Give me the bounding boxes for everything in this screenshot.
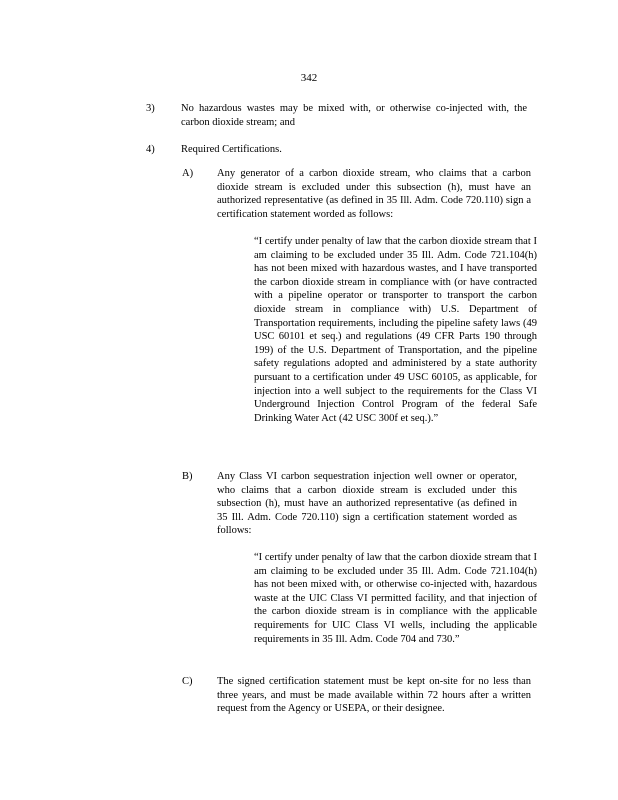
- item-c-text: The signed certification statement must be kept on-site for no less than three years, and must be made available within 72 hours after a written request from the Agency or USEPA, or their designee.: [217, 676, 531, 715]
- item-b-label: B): [182, 471, 193, 482]
- item-3-label: 3): [146, 103, 155, 114]
- item-4-text: Required Certifications.: [181, 144, 282, 155]
- item-a-label: A): [182, 168, 194, 179]
- item-a-quote: “I certify under penalty of law that the carbon dioxide stream that I am claiming to be excluded under 35 Ill. Adm. Code 721.104(h) has not been mixed with hazardous wastes, and I have transported the carbon dioxide stream in compliance with (or have contracted with a pipeline operator or transporter to transport the carbon dioxide stream in compliance with) U.S. Department of Transportation requirements, including the pipeline safety laws (49 USC 60101 et seq.) and regulations (49 CFR Parts 190 through 199) of the U.S. Department of Transportation, and the pipeline safety regulations adopted and administered by a state authority pursuant to a certification under 49 USC 60105, as applicable, for injection into a well subject to the requirements for the Class VI Underground Injection Control Program of the federal Safe Drinking Water Act (42 USC 300f et seq.).”: [254, 236, 537, 424]
- item-b-text: Any Class VI carbon sequestration injection well owner or operator, who claims that a carbon dioxide stream is excluded under this subsection (h), must have an authorized representative (as defined in 35 Ill. Adm. Code 720.110) sign a certification statement worded as follows:: [217, 471, 517, 537]
- item-4-label: 4): [146, 144, 155, 155]
- page-number: 342: [300, 72, 318, 84]
- item-a-text: Any generator of a carbon dioxide stream, who claims that a carbon dioxide stream is excluded under this subsection (h), must have an authorized representative (as defined in 35 Ill. Adm. Code 720.110) sign a certification statement worded as follows:: [217, 168, 531, 220]
- item-3-text: No hazardous wastes may be mixed with, or otherwise co-injected with, the carbon dioxide stream; and: [181, 103, 527, 128]
- item-c-label: C): [182, 676, 193, 687]
- item-b-quote: “I certify under penalty of law that the carbon dioxide stream that I am claiming to be excluded under 35 Ill. Adm. Code 721.104(h) has not been mixed with, or otherwise co-injected with, hazardous waste at the UIC Class VI permitted facility, and that injection of the carbon dioxide stream is in compliance with the applicable requirements for UIC Class VI wells, including the applicable requirements in 35 Ill. Adm. Code 704 and 730.”: [254, 552, 537, 645]
